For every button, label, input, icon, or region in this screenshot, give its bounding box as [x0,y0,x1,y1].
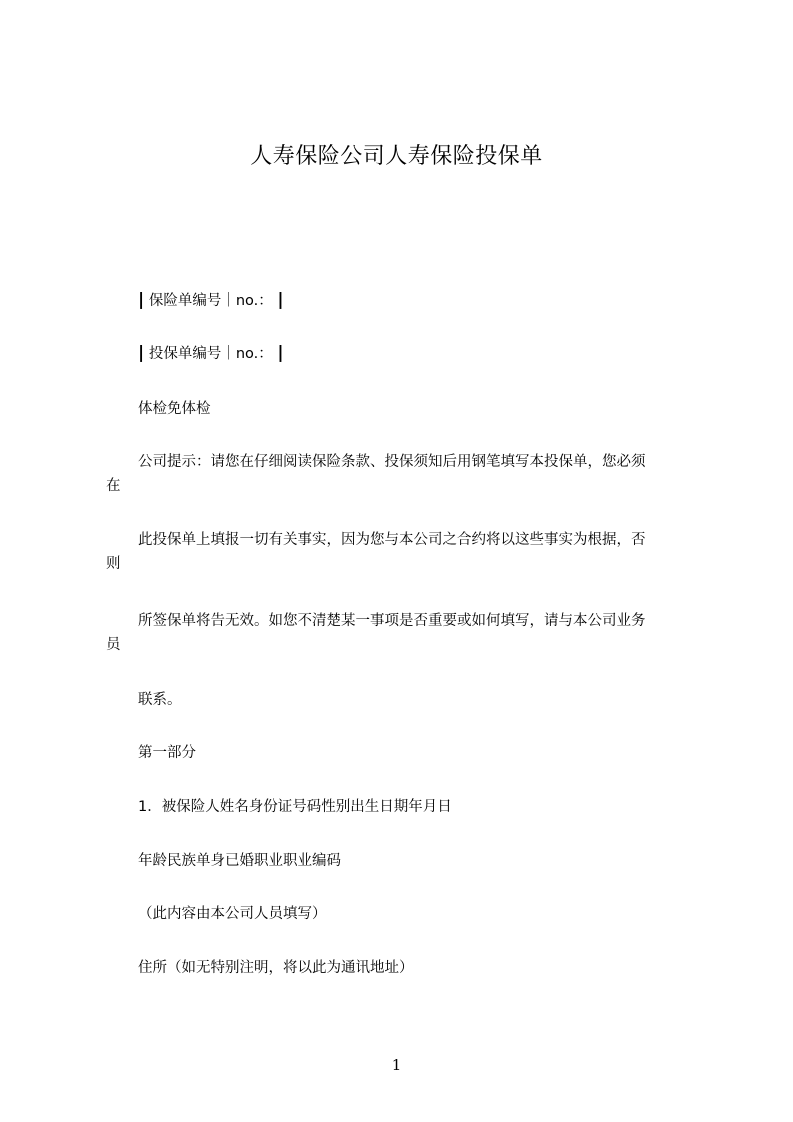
notice-line: 公司提示：请您在仔细阅读保险条款、投保须知后用钢笔填写本投保单，您必须 [138,454,646,470]
insured-info-line: 1．被保险人姓名身份证号码性别出生日期年月日 [138,799,452,815]
notice-line-wrap: 员 [106,637,121,653]
field-border-right: | [277,343,284,363]
contact-line: 联系。 [138,692,182,708]
notice-line: 此投保单上填报一切有关事实，因为您与本公司之合约将以这些事实为根据，否 [138,532,646,548]
notice-line: 所签保单将告无效。如您不清楚某一事项是否重要或如何填写，请与本公司业务 [138,613,646,629]
medical-exam-line: 体检免体检 [138,401,211,417]
notice-line-wrap: 则 [106,556,121,572]
field-border-right: | [277,290,284,310]
staff-note: （此内容由本公司人员填写） [138,906,327,922]
policy-number-label: 保险单编号 [148,293,222,309]
notice-paragraph-1 [106,452,706,496]
page-number: 1 [391,1056,402,1074]
notice-line-wrap: 在 [106,478,121,494]
policy-number-suffix: ｜no.： [221,293,273,309]
application-number-row [138,343,284,364]
field-border-left: | [138,343,145,363]
field-border-left: | [138,290,145,310]
notice-paragraph-2 [106,530,706,574]
application-number-suffix: ｜no.： [221,346,273,362]
policy-number-row [138,290,284,311]
page-title: 人寿保险公司人寿保险投保单 [250,144,543,169]
section-heading-part-one: 第一部分 [138,745,196,761]
application-number-label: 投保单编号 [148,346,222,362]
address-line: 住所（如无特别注明，将以此为通讯地址） [138,960,414,976]
notice-paragraph-3 [106,611,706,655]
insured-info-line-2: 年龄民族单身已婚职业职业编码 [138,853,341,869]
